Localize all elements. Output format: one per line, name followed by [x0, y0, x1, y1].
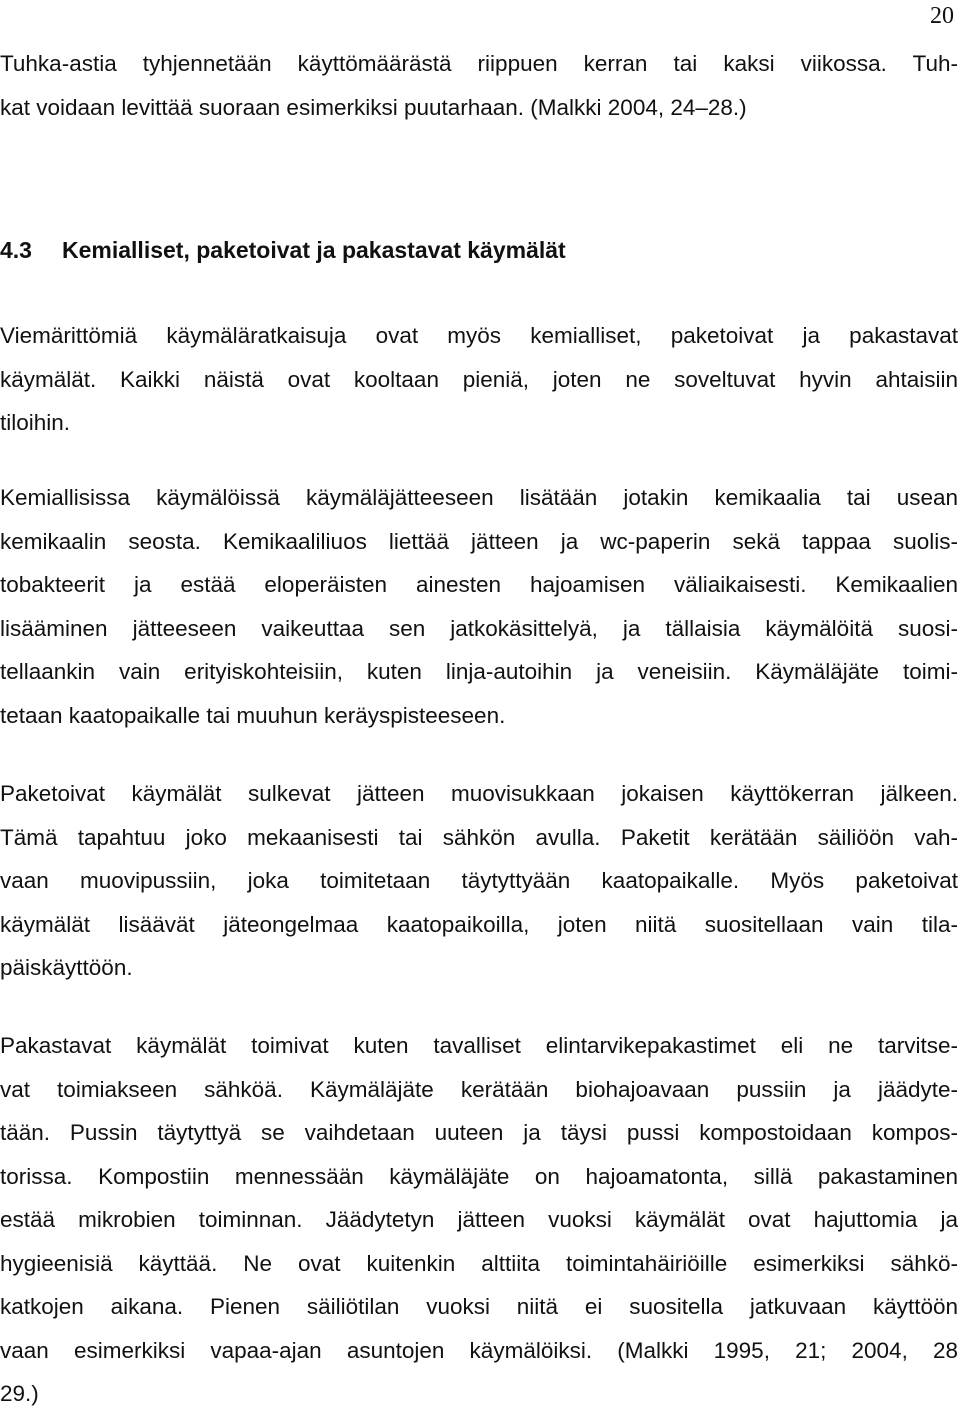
text-line: estää mikrobien toiminnan. Jäädytetyn jätteen vuoksi käymälät ovat hajuttomia ja	[0, 1207, 958, 1232]
text-line: Viemärittömiä käymäläratkaisuja ovat myös kemialliset, paketoivat ja pakastavat	[0, 323, 958, 348]
text-line: kemikaalin seosta. Kemikaaliliuos liettää jätteen ja wc-paperin sekä tappaa suolis-	[0, 528, 958, 554]
text-line: Tuhka-astia tyhjennetään käyttömäärästä riippuen kerran tai kaksi viikossa. Tuh-	[0, 51, 958, 76]
paragraph	[0, 772, 958, 990]
text-line: tetaan kaatopaikalle tai muuhun keräyspisteeseen.	[0, 702, 506, 728]
text-line: tellaankin vain erityiskohteisiin, kuten linja-autoihin ja veneisiin. Käymäläjäte toimi-	[0, 659, 958, 684]
text-line: Kemiallisissa käymälöissä käymäläjätteeseen lisätään jotakin kemikaalia tai usean	[0, 485, 958, 510]
text-line: vat toimiakseen sähköä. Käymäläjäte kerätään biohajoavaan pussiin ja jäädyte-	[0, 1076, 958, 1102]
text-line: 29.)	[0, 1381, 39, 1406]
text-line: torissa. Kompostiin mennessään käymäläjäte on hajoamatonta, sillä pakastaminen	[0, 1163, 958, 1189]
text-line: hygieenisiä käyttää. Ne ovat kuitenkin alttiita toimintahäiriöille esimerkiksi sähkö-	[0, 1250, 958, 1276]
text-line: käymälät. Kaikki näistä ovat kooltaan pieniä, joten ne soveltuvat hyvin ahtaisiin	[0, 366, 958, 392]
text-line: tobakteerit ja estää eloperäisten ainesten hajoamisen väliaikaisesti. Kemikaalien	[0, 572, 958, 597]
intro-paragraph	[0, 42, 958, 129]
paragraph	[0, 1024, 958, 1416]
text-line: vaan esimerkiksi vapaa-ajan asuntojen käymälöiksi. (Malkki 1995, 21; 2004, 28	[0, 1337, 958, 1363]
text-line: lisääminen jätteeseen vaikeuttaa sen jatkokäsittelyä, ja tällaisia käymälöitä suosi-	[0, 615, 958, 641]
text-line: käymälät lisäävät jäteongelmaa kaatopaikoilla, joten niitä suositellaan vain tila-	[0, 911, 958, 937]
text-line: kat voidaan levittää suoraan esimerkiksi puutarhaan. (Malkki 2004, 24–28.)	[0, 94, 747, 120]
section-heading	[0, 229, 566, 272]
text-line: Pakastavat käymälät toimivat kuten tavalliset elintarvikepakastimet eli ne tarvitse-	[0, 1033, 958, 1058]
page-number: 20	[930, 3, 954, 29]
text-line: vaan muovipussiin, joka toimitetaan täytyttyään kaatopaikalle. Myös paketoivat	[0, 868, 958, 893]
paragraph	[0, 314, 958, 445]
text-line: tään. Pussin täytyttyä se vaihdetaan uuteen ja täysi pussi kompostoidaan kompos-	[0, 1120, 958, 1145]
section-number: 4.3	[0, 237, 32, 263]
text-line: päiskäyttöön.	[0, 955, 133, 980]
text-line: Paketoivat käymälät sulkevat jätteen muovisukkaan jokaisen käyttökerran jälkeen.	[0, 781, 958, 806]
text-line: Tämä tapahtuu joko mekaanisesti tai sähkön avulla. Paketit kerätään säiliöön vah-	[0, 824, 958, 850]
paragraph	[0, 476, 958, 737]
section-title: Kemialliset, paketoivat ja pakastavat käymälät	[62, 237, 566, 263]
text-line: katkojen aikana. Pienen säiliötilan vuoksi niitä ei suositella jatkuvaan käyttöön	[0, 1294, 958, 1319]
text-line: tiloihin.	[0, 410, 71, 435]
